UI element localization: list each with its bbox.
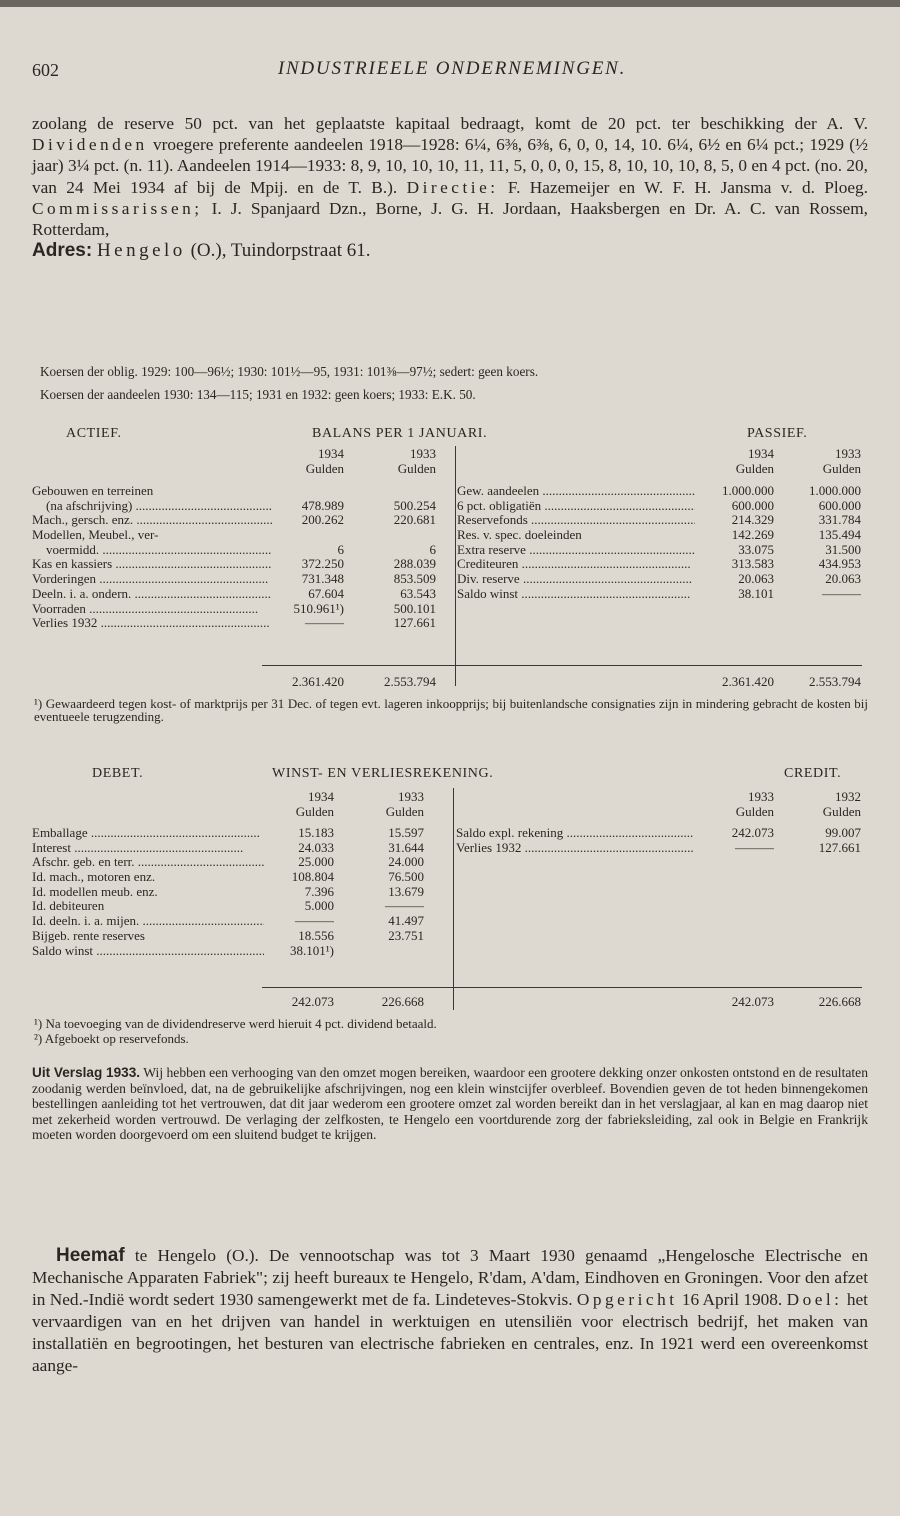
scan-edge [0,0,900,7]
value-cell [258,484,344,499]
value-cell: 500.101 [393,601,436,616]
wv-total-rule [262,987,862,988]
value-cell: ——— [295,914,334,929]
balans-heading [32,426,868,444]
value-cell: 23.751 [388,928,424,943]
value-cell: 31.500 [825,542,861,557]
heemaf-name: Heemaf [56,1245,125,1266]
value-cell: 478.989 [301,498,344,513]
value-cell: ——— [385,899,424,914]
passief-label: 6 pct. obligatiën ..... [457,499,695,514]
value-cell: 31.644 [388,840,424,855]
value-cell: ——— [305,616,344,631]
actief-1934-values [258,484,344,631]
value-cell: 142.269 [731,528,774,543]
total-cell: 2.553.794 [384,675,436,689]
wv-total [342,995,424,1010]
wv-total [690,995,774,1010]
balans-passief-year-header [690,447,774,476]
unit-label: Gulden [385,804,424,819]
opgericht-label: Opgericht [576,1290,678,1309]
balans-total [778,675,861,690]
heemaf-paragraph [32,1245,868,1377]
actief-label: Vorderingen ..... [32,572,272,587]
passief-1934-values [690,484,774,602]
unit-label: Gulden [735,461,774,476]
value-cell: 7.396 [304,884,334,899]
dividenden-text: vroegere preferente aandeelen 1918—1928: 6¼, 6⅜, 6⅜, 6, 0, 0, 14, 10. 6¼, 6½ en 6¼ pct.; 1929 (½ jaar) 3¼ pct. (n. 11). Aandeelen 1914—1933: 8, 9, 10, 10, 10, 11, 11, 5, 0, 0, 0, 15, 8, 10, 10, 10, 8, 5, 0 en 4 pct. (no. 20, van 24 Mei 1934 af bij de Mpij. en de T. B.). [32,135,868,197]
value-cell: 510.961¹) [293,601,344,616]
running-title: INDUSTRIEELE ONDERNEMINGEN. [277,58,627,79]
total-cell: 2.361.420 [722,675,774,689]
debet-label: Id. mach., motoren enz. [32,870,156,885]
total-cell: 226.668 [381,995,424,1009]
balans-divider [455,446,456,686]
wv-credit-year-header [778,790,861,819]
value-cell: 434.953 [818,557,861,572]
actief-labels [32,484,272,631]
value-cell: 200.262 [301,513,344,528]
debet-label: Interest ..... [32,841,264,856]
credit-1933-values [690,826,774,855]
credit-label: Verlies 1932 ..... [456,841,694,856]
wv-total [778,995,861,1010]
debet-label: Saldo winst ..... [32,944,264,959]
value-cell: 1.000.000 [722,484,774,498]
verslag-paragraph [32,1065,868,1143]
passief-1933-values [778,484,861,602]
actief-label: Voorraden ..... [32,602,272,617]
value-cell: 15.183 [298,826,334,840]
year-label: 1933 [748,790,774,804]
debet-heading: DEBET. [92,766,144,781]
actief-label: Mach., gersch. enz. ..... [32,513,272,528]
wv-heading [32,766,868,784]
directie-text: F. Hazemeijer en W. F. H. Jansma v. d. Ploeg. [507,177,868,197]
wv-title: WINST- EN VERLIESREKENING. [272,766,494,781]
year-label: 1933 [835,447,861,461]
balans-title: BALANS PER 1 JANUARI. [312,426,488,441]
credit-label: Saldo expl. rekening ..... [456,826,694,841]
debet-label: Emballage ..... [32,826,264,841]
actief-label: Deeln. i. a. ondern. ..... [32,587,272,602]
verslag-text: Wij hebben een verhooging van den omzet mogen bereiken, waardoor een grootere dekking onzer onkosten ontstond en de resultaten zoodanig werden beïnvloed, dat, na de gebruikelijke afschrijvingen, nog een klein winstcijfer overbleef. Bovendien geven de tot heden binnengekomen bestellingen aanleiding tot het vertrouwen, dat dit jaar wederom een grootere omzet zal worden bereikt dan in het verslagjaar, al kan en mag daarop niet met zekerheid worden vertrouwd. De verlaging der zelfkosten, te Hengelo een voortdurende zorg der fabrieksleiding, zal ook in Belgie en Frankrijk moeten worden doorgevoerd om een sluitend budget te krijgen. [32,1065,868,1143]
value-cell: 20.063 [825,572,861,587]
balans-total [350,675,436,690]
year-label: 1933 [410,447,436,461]
actief-label: (na afschrijving) ..... [32,499,272,514]
value-cell: 127.661 [818,840,861,855]
value-cell: 24.000 [388,855,424,870]
year-label: 1933 [398,790,424,804]
value-cell: 372.250 [301,557,344,572]
wv-debet-year-header [252,790,334,819]
actief-label: Gebouwen en terreinen [32,484,154,498]
credit-labels [456,826,694,855]
balans-passief-year-header [778,447,861,476]
value-cell: 214.329 [731,513,774,528]
actief-label: Kas en kassiers ..... [32,557,272,572]
value-cell: 24.033 [298,840,334,855]
debet-label: Id. debiteuren [32,899,105,914]
debet-label: Afschr. geb. en terr. ..... [32,855,264,870]
doel-label: Doel: [786,1290,843,1309]
value-cell: 38.101¹) [290,943,334,958]
value-cell: 41.497 [388,914,424,929]
value-cell: 20.063 [738,572,774,587]
page-number: 602 [32,60,59,80]
value-cell: ——— [822,586,861,601]
balans-total [258,675,344,690]
intro-paragraph [32,113,868,261]
debet-1934-values [252,826,334,958]
value-cell: 135.494 [818,528,861,543]
actief-label: voermidd. ..... [32,543,272,558]
page-header [32,58,872,84]
total-cell: 2.361.420 [292,675,344,689]
intro-lead: zoolang de reserve 50 pct. van het geplaatste kapitaal bedraagt, komt de 20 pct. ter beschikking der A. V. [32,114,868,133]
passief-label: Extra reserve ..... [457,543,695,558]
commissarissen-label: Commissarissen; [32,198,203,218]
unit-label: Gulden [822,461,861,476]
wv-debet-year-header [342,790,424,819]
passief-label: Crediteuren ..... [457,557,695,572]
value-cell [350,528,436,543]
debet-label: Id. deeln. i. a. mijen. ..... [32,914,264,929]
value-cell: 6 [429,542,436,557]
actief-label: Verlies 1932 ..... [32,616,272,631]
value-cell: 63.543 [400,586,436,601]
total-cell: 2.553.794 [809,675,861,689]
value-cell: 15.597 [388,826,424,840]
value-cell: 5.000 [304,899,334,914]
debet-labels [32,826,264,958]
credit-1932-values [778,826,861,855]
actief-heading: ACTIEF. [66,426,122,441]
actief-1933-values [350,484,436,631]
balans-total-rule [262,665,862,666]
value-cell: 220.681 [393,513,436,528]
value-cell: 18.556 [298,928,334,943]
value-cell: 25.000 [298,855,334,870]
value-cell: 76.500 [388,870,424,885]
unit-label: Gulden [735,804,774,819]
value-cell [258,528,344,543]
opgericht-text: 16 April 1908. [681,1290,783,1309]
passief-labels [457,484,695,602]
adres-rest: (O.), Tuindorpstraat 61. [190,240,371,262]
value-cell: 731.348 [301,572,344,587]
debet-label: Id. modellen meub. enz. [32,884,158,899]
passief-heading: PASSIEF. [747,426,808,441]
commissarissen-text: I. J. Spanjaard Dzn., Borne, J. G. H. Jordaan, Haaksbergen en Dr. A. C. van Rossem, Rotterdam, [32,198,868,240]
doel-text: het vervaardigen van en het drijven van handel in werktuigen en utensiliën voor electrisch bedrijf, het maken van installatiën en begrootingen, het besturen van electrische fabrieken en centrales, enz. In 1921 werd een overeenkomst aange- [32,1290,868,1375]
value-cell: 313.583 [731,557,774,572]
total-cell: 242.073 [731,995,774,1009]
value-cell: ——— [735,840,774,855]
wv-footnote-1: ¹) Na toevoeging van de dividendreserve werd hieruit 4 pct. dividend betaald. [34,1016,437,1031]
wv-total [252,995,334,1010]
value-cell: 853.509 [393,572,436,587]
value-cell: 288.039 [393,557,436,572]
balans-actief-year-header [258,447,344,476]
unit-label: Gulden [295,804,334,819]
passief-label: Div. reserve ..... [457,572,695,587]
heemaf-text: te Hengelo (O.). De vennootschap was tot 3 Maart 1930 genaamd „Hengelosche Electrische en Mechanische Apparaten Fabriek"; zij heeft bureaux te Hengelo, R'dam, A'dam, Eindhoven en Groningen. Voor den afzet in Ned.-Indië wordt sedert 1930 samengewerkt met de fa. Lindeteves-Stokvis. [32,1246,868,1309]
passief-label: Reservefonds ..... [457,513,695,528]
unit-label: Gulden [397,461,436,476]
value-cell: 331.784 [818,513,861,528]
year-label: 1932 [835,790,861,804]
actief-label: Modellen, Meubel., ver- [32,528,159,543]
total-cell: 242.073 [291,995,334,1009]
adres-label: Adres: [32,240,93,262]
balans-total [690,675,774,690]
value-cell: 242.073 [731,826,774,840]
value-cell: 600.000 [731,498,774,513]
wv-credit-year-header [690,790,774,819]
value-cell: 600.000 [818,498,861,513]
value-cell: 33.075 [738,542,774,557]
passief-label: Gew. aandeelen ..... [457,484,695,499]
koersen-obligaties: Koersen der oblig. 1929: 100—96½; 1930: 101½—95, 1931: 101⅜—97½; sedert: geen koers. [40,364,539,379]
unit-label: Gulden [822,804,861,819]
passief-label: Res. v. spec. doeleinden [457,528,582,543]
verslag-label: Uit Verslag 1933. [32,1065,141,1080]
value-cell: 6 [337,542,344,557]
wv-divider [453,788,454,1010]
debet-1933-values [342,826,424,958]
wv-footnote-2: ²) Afgeboekt op reservefonds. [34,1031,189,1046]
credit-heading: CREDIT. [784,766,842,781]
value-cell [350,484,436,499]
value-cell: 38.101 [738,586,774,601]
year-label: 1934 [748,447,774,461]
unit-label: Gulden [305,461,344,476]
year-label: 1934 [318,447,344,461]
value-cell: 67.604 [308,586,344,601]
value-cell: 99.007 [825,826,861,840]
value-cell: 108.804 [291,870,334,885]
value-cell: 1.000.000 [809,484,861,498]
balans-footnote: ¹) Gewaardeerd tegen kost- of marktprijs per 31 Dec. of tegen evt. lageren inkoopprijs; bij buitenlandsche consignaties zijn in mindering gebracht de kosten bij eventueele terugzending. [34,696,868,725]
value-cell: 127.661 [393,616,436,631]
value-cell: 13.679 [388,884,424,899]
value-cell [342,944,424,959]
koersen-aandeelen: Koersen der aandeelen 1930: 134—115; 1931 en 1932: geen koers; 1933: E.K. 50. [40,387,476,402]
passief-label: Saldo winst ..... [457,587,695,602]
dividenden-label: Dividenden [32,135,148,155]
balans-actief-year-header [350,447,436,476]
total-cell: 226.668 [818,995,861,1009]
year-label: 1934 [308,790,334,804]
value-cell: 500.254 [393,498,436,513]
adres-city: Hengelo [96,240,186,262]
debet-label: Bijgeb. rente reserves [32,928,145,943]
directie-label: Directie: [406,177,499,197]
